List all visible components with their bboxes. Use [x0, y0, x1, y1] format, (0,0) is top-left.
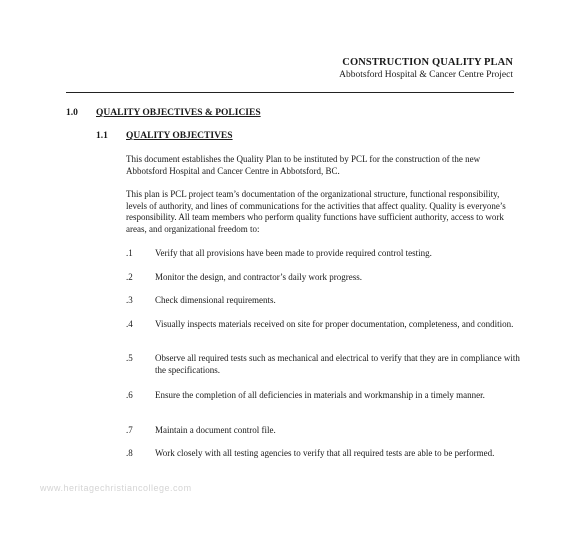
paragraph-intro: This document establishes the Quality Plan to be instituted by PCL for the construction of the new Abbotsford Hospital and Cancer Centre in Abbotsford, BC. — [126, 154, 481, 176]
list-item-number: .5 — [126, 353, 133, 363]
list-item-text: Check dimensional requirements. — [155, 295, 276, 305]
document-subtitle: Abbotsford Hospital & Cancer Centre Project — [339, 70, 513, 80]
list-item-text: Verify that all provisions have been made to provide required control testing. — [155, 248, 432, 258]
section-number: 1.0 — [66, 108, 78, 118]
list-item-text: Monitor the design, and contractor’s daily work progress. — [155, 272, 363, 282]
list-item-number: .3 — [126, 295, 133, 305]
list-item-number: .6 — [126, 390, 133, 400]
list-item-text: Maintain a document control file. — [155, 425, 276, 435]
list-item-text: Work closely with all testing agencies to verify that all required tests are able to be performed. — [155, 448, 495, 458]
list-item-text: Ensure the completion of all deficiencies in materials and workmanship in a timely manner. — [155, 390, 485, 400]
header-divider — [66, 92, 514, 93]
document-title: CONSTRUCTION QUALITY PLAN — [342, 57, 513, 68]
subsection-title: QUALITY OBJECTIVES — [126, 131, 233, 141]
list-item-text: Visually inspects materials received on site for proper documentation, completeness, and condition. — [155, 319, 514, 329]
paragraph-plan: This plan is PCL project team’s documentation of the organizational structure, functional responsibility, levels of authority, and lines of communications for the activities that affect quality. Quality is everyone’s responsibility. All team members who perform quality functions have sufficient authority, access to work areas, and organizational freedom to: — [126, 189, 506, 234]
list-item-number: .8 — [126, 448, 133, 458]
section-title: QUALITY OBJECTIVES & POLICIES — [96, 108, 261, 118]
list-item-number: .4 — [126, 319, 133, 329]
list-item-text: Observe all required tests such as mechanical and electrical to verify that they are in compliance with the specifications. — [155, 353, 520, 375]
watermark: www.heritagechristiancollege.com — [40, 483, 192, 493]
list-item-number: .1 — [126, 248, 133, 258]
subsection-number: 1.1 — [96, 131, 108, 141]
list-item-number: .7 — [126, 425, 133, 435]
list-item-number: .2 — [126, 272, 133, 282]
